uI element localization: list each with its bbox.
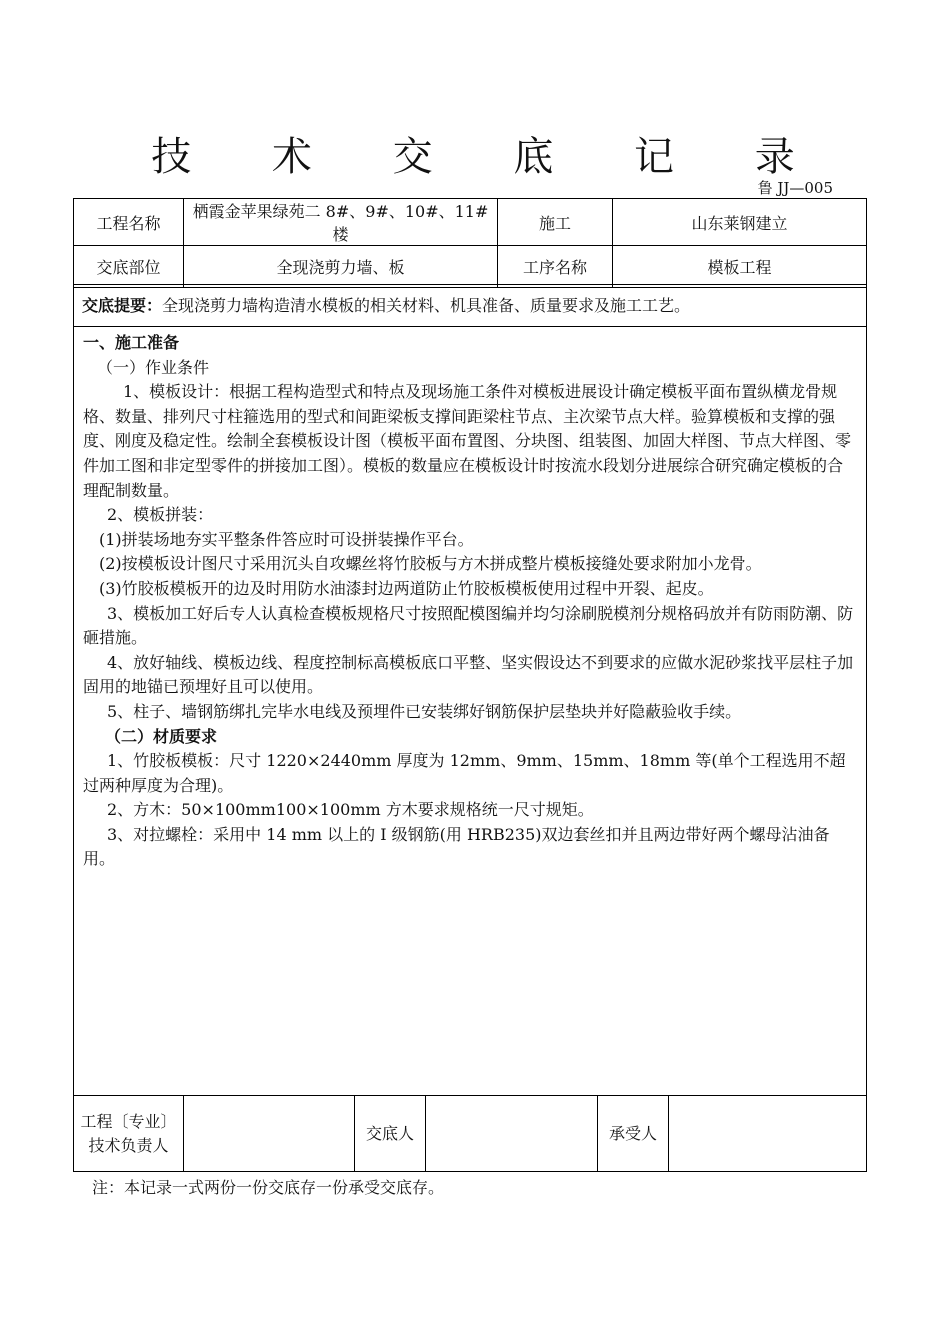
signature-row xyxy=(74,1096,867,1172)
paragraph: 3、模板加工好后专人认真检查模板规格尺寸按照配模图编并均匀涂刷脱模剂分规格码放并有防雨防潮、防砸措施。 xyxy=(83,603,854,648)
part-value: 全现浇剪力墙、板 xyxy=(184,246,498,288)
construction-label: 施工 xyxy=(498,199,613,246)
paragraph: 2、方木：50×100mm100×100mm 方木要求规格统一尺寸规矩。 xyxy=(107,800,594,820)
form-code: 鲁 JJ—005 xyxy=(757,179,833,197)
content-box xyxy=(73,284,867,1096)
header-row-2 xyxy=(74,246,867,288)
receiver-signature-cell[interactable] xyxy=(669,1096,867,1172)
subsection-heading: （二）材质要求 xyxy=(105,726,218,746)
project-name-value: 栖霞金苹果绿苑二 8#、9#、10#、11#楼 xyxy=(184,199,498,246)
header-table xyxy=(73,198,867,288)
paragraph: 3、对拉螺栓：采用中 14 mm 以上的 I 级钢筋(用 HRB235)双边套丝扣并且两边带好两个螺母沾油备用。 xyxy=(83,824,830,869)
paragraph: 4、放好轴线、模板边线、程度控制标高模板底口平整、坚实假设达不到要求的应做水泥砂浆找平层柱子加固用的地锚已预埋好且可以使用。 xyxy=(83,652,854,697)
handover-signature-cell[interactable] xyxy=(426,1096,598,1172)
summary-label: 交底提要： xyxy=(82,296,163,315)
section-heading: 一、施工准备 xyxy=(83,333,180,352)
content-body xyxy=(74,327,866,872)
paragraph: (1)拼装场地夯实平整条件答应时可设拼装操作平台。 xyxy=(99,529,474,549)
paragraph: 5、柱子、墙钢筋绑扎完毕水电线及预埋件已安装绑好钢筋保护层垫块并好隐蔽验收手续。 xyxy=(107,701,742,721)
paragraph: (2)按模板设计图尺寸采用沉头自攻螺丝将竹胶板与方木拼成整片模板接缝处要求附加小龙骨。 xyxy=(99,554,762,574)
paragraph: 1、模板设计：根据工程构造型式和特点及现场施工条件对模板进展设计确定模板平面布置纵横龙骨规格、数量、排列尺寸柱箍选用的型式和间距梁板支撑间距梁柱节点、主次梁节点大样。验算模板和支撑的强度、刚度及稳定性。绘制全套模板设计图（模板平面布置图、分块图、组装图、加固大样图、节点大样图、零件加工图和非定型零件的拼接加工图）。模板的数量应在模板设计时按流水段划分进展综合研究确定模板的合理配制数量。 xyxy=(83,382,852,500)
signature-table xyxy=(73,1095,867,1172)
footnote: 注：本记录一式两份一份交底存一份承受交底存。 xyxy=(92,1178,445,1197)
process-value: 模板工程 xyxy=(613,246,867,288)
header-row-1 xyxy=(74,199,867,246)
handover-label: 交底人 xyxy=(355,1096,426,1172)
summary-text: 全现浇剪力墙构造清水模板的相关材料、机具准备、质量要求及施工工艺。 xyxy=(162,296,691,315)
paragraph: 1、竹胶板模板：尺寸 1220×2440mm 厚度为 12mm、9mm、15mm、18mm 等(单个工程选用不超过两种厚度为合理)。 xyxy=(83,751,846,795)
summary-row xyxy=(74,284,866,327)
paragraph: (3)竹胶板模板开的边及时用防水油漆封边两道防止竹胶板模板使用过程中开裂、起皮。 xyxy=(99,578,714,598)
project-name-label: 工程名称 xyxy=(74,199,184,246)
process-label: 工序名称 xyxy=(498,246,613,288)
part-label: 交底部位 xyxy=(74,246,184,288)
subsection-heading: （一）作业条件 xyxy=(97,357,210,377)
receiver-label: 承受人 xyxy=(598,1096,669,1172)
page-title: 技 术 交 底 记 录 xyxy=(151,134,829,180)
paragraph: 2、模板拼装： xyxy=(107,505,214,525)
tech-lead-label: 工程〔专业〕技术负责人 xyxy=(74,1096,184,1172)
tech-lead-signature-cell[interactable] xyxy=(184,1096,355,1172)
construction-unit-value: 山东莱钢建立 xyxy=(613,199,867,246)
